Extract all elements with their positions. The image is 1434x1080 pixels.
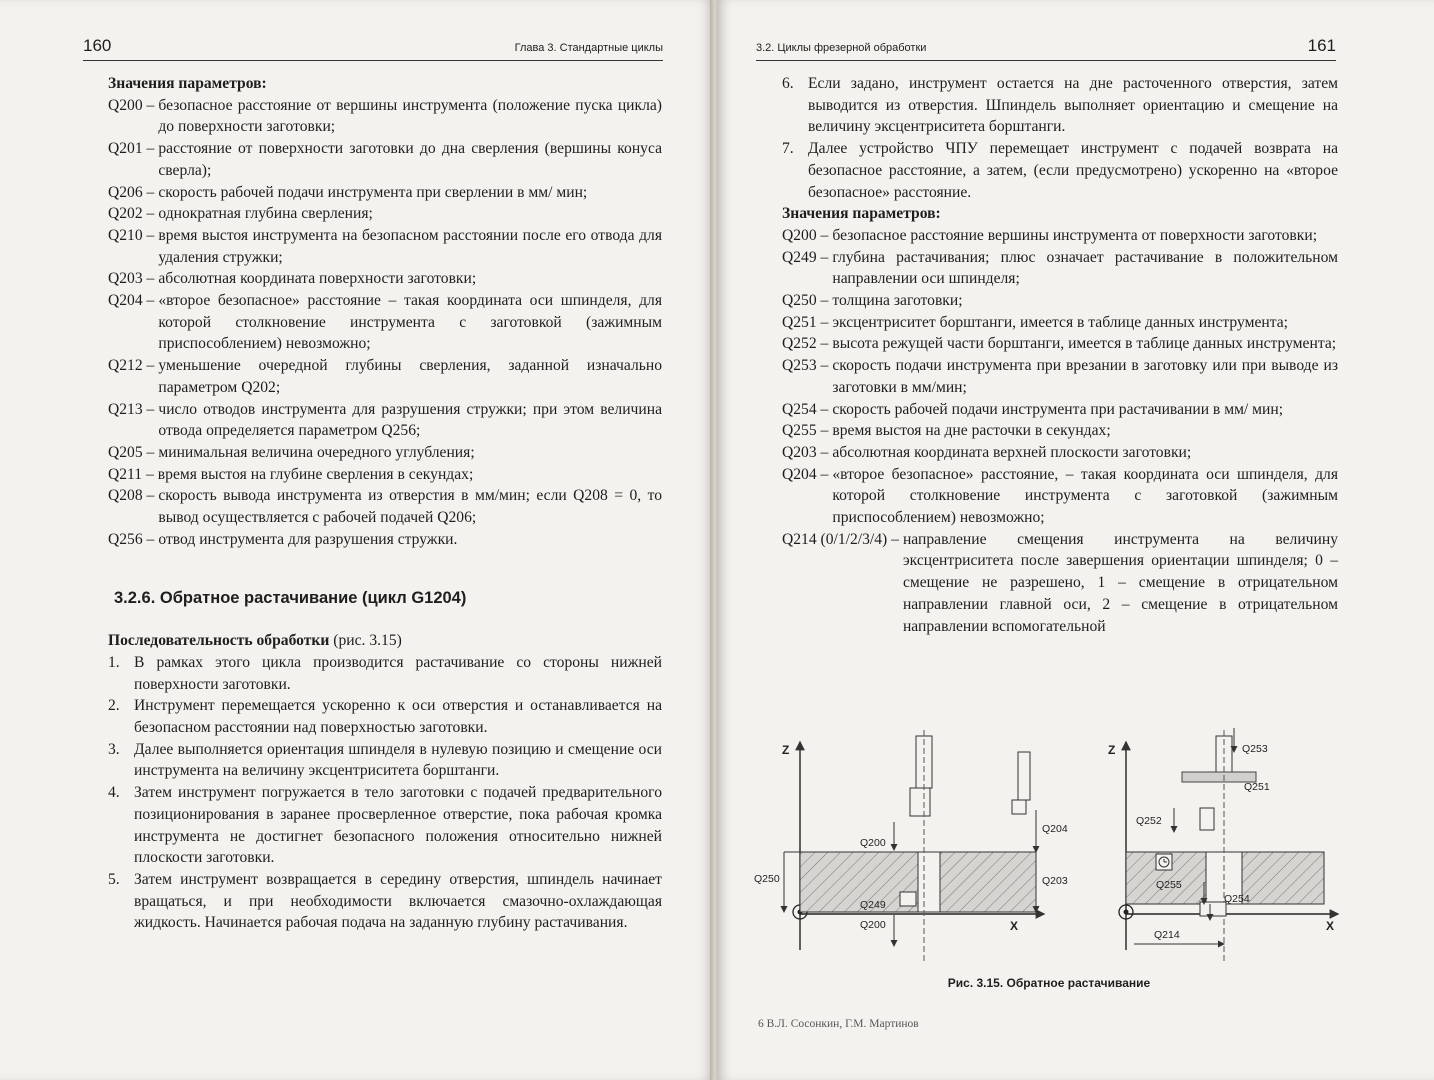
step-item <box>108 652 662 695</box>
param-code: Q203 – <box>108 270 155 288</box>
right-page-number: 161 <box>1307 36 1336 55</box>
left-axis-x: X <box>1010 919 1019 933</box>
param-code: Q254 – <box>782 400 829 418</box>
param-code: Q208 – <box>108 487 155 505</box>
param-row <box>782 312 1338 334</box>
param-row <box>108 442 662 464</box>
param-row <box>782 355 1338 398</box>
left-header <box>83 30 663 61</box>
param-row <box>782 464 1338 529</box>
param-description: безопасное расстояние от вершины инструмента (положение пуска цикла) до поверхности заготовки; <box>158 96 662 136</box>
step-number: 1. <box>108 653 120 671</box>
step-item <box>782 138 1338 203</box>
param-row <box>782 290 1338 312</box>
param-description: абсолютная координата поверхности заготовки; <box>158 270 477 288</box>
step-number: 5. <box>108 870 120 888</box>
label-q250: Q250 <box>754 873 780 885</box>
step-item <box>108 739 662 782</box>
step-text: Затем инструмент погружается в тело заготовки с подачей предварительного позиционирования в заранее просверленное отверстие, пока рабочая кромка инструмента не достигнет безопасного положения относительно нижней плоскости заготовки. <box>134 784 662 867</box>
param-code: Q200 – <box>108 96 155 114</box>
param-row <box>108 182 662 204</box>
figure-3-15 <box>754 722 1344 992</box>
param-code: Q255 – <box>782 422 829 440</box>
param-code: Q212 – <box>108 357 155 375</box>
label-q251: Q251 <box>1244 781 1270 793</box>
param-code: Q204 – <box>108 292 155 310</box>
param-description: время выстоя на глубине сверления в секундах; <box>157 465 474 483</box>
label-q200-top: Q200 <box>860 837 886 849</box>
param-description: отвод инструмента для разрушения стружки. <box>158 530 458 548</box>
param-row <box>108 95 662 138</box>
param-code: Q200 – <box>782 226 829 244</box>
param-row <box>108 464 662 486</box>
right-axis-z: Z <box>1108 743 1116 757</box>
param-row <box>108 268 662 290</box>
right-page <box>718 0 1434 1080</box>
step-text: Далее устройство ЧПУ перемещает инструмент с подачей возврата на безопасное расстояние, а затем, (если предусмотрено) ускоренно на «второе безопасное» расстояние. <box>808 140 1338 201</box>
label-q249: Q249 <box>860 899 886 911</box>
param-code: Q214 (0/1/2/3/4) – <box>782 530 899 548</box>
param-code: Q204 – <box>782 465 829 483</box>
param-row <box>782 399 1338 421</box>
label-q255: Q255 <box>1156 879 1182 891</box>
left-content <box>108 73 662 934</box>
param-description: уменьшение очередной глубины сверления, заданной изначально параметром Q202; <box>158 357 662 396</box>
param-row <box>108 399 662 442</box>
page-footer: 6 В.Л. Сосонкин, Г.М. Мартинов <box>758 1018 919 1030</box>
param-code: Q206 – <box>108 183 155 201</box>
param-row <box>108 485 662 528</box>
sequence-title-bold: Последовательность обработки <box>108 632 330 650</box>
param-description: эксцентриситет борштанги, имеется в таблице данных инструмента; <box>832 313 1288 331</box>
param-code: Q202 – <box>108 205 155 223</box>
step-text: Если задано, инструмент остается на дне расточенного отверстия, затем выводится из отверстия. Шпиндель выполняет ориентацию и смещение на величину эксцентриситета борштанги. <box>808 75 1338 136</box>
param-code: Q210 – <box>108 226 155 244</box>
params-title: Значения параметров: <box>782 205 941 223</box>
right-params-list <box>782 225 1338 637</box>
param-row <box>782 333 1338 355</box>
param-code: Q252 – <box>782 335 829 353</box>
left-page-number: 160 <box>83 36 112 55</box>
param-description: «второе безопасное» расстояние – такая координата оси шпинделя, для которой столкновение инструмента с заготовкой (зажимным приспособлением) невозможно; <box>158 292 662 353</box>
step-text: Затем инструмент возвращается в середину отверстия, шпиндель начинает вращаться, и при необходимости включается смазочно-охлаждающая жидкость. Начинается рабочая подача на заданную глубину растачивания. <box>134 870 662 932</box>
param-row <box>782 247 1338 290</box>
sequence-title-ref: (рис. 3.15) <box>329 632 402 650</box>
label-q253: Q253 <box>1242 743 1268 755</box>
param-row <box>108 138 662 181</box>
step-number: 2. <box>108 697 120 715</box>
label-q204: Q204 <box>1042 823 1068 835</box>
label-q200-bottom: Q200 <box>860 919 886 931</box>
param-code: Q203 – <box>782 443 829 461</box>
step-text: Инструмент перемещается ускоренно к оси отверстия и останавливается на безопасном расстоянии над поверхностью заготовки. <box>134 697 662 736</box>
right-content <box>782 73 1338 637</box>
left-diagram <box>754 730 1068 962</box>
step-number: 7. <box>782 140 794 158</box>
param-description: однократная глубина сверления; <box>158 205 373 223</box>
left-axis-z: Z <box>782 743 790 757</box>
param-description: «второе безопасное» расстояние, – такая координата оси шпинделя, для которой столкновение инструмента с заготовкой (зажимным приспособлением) невозможно; <box>832 465 1338 527</box>
param-description: минимальная величина очередного углубления; <box>158 443 475 461</box>
param-description: глубина растачивания; плюс означает растачивание в положительном направлении оси шпинделя; <box>832 248 1338 288</box>
right-axis-x: X <box>1326 919 1335 933</box>
param-code: Q251 – <box>782 313 829 331</box>
right-diagram <box>1108 728 1338 962</box>
param-row <box>782 529 1338 638</box>
param-code: Q205 – <box>108 443 155 461</box>
label-q214: Q214 <box>1154 929 1180 941</box>
params-title: Значения параметров: <box>108 75 267 92</box>
param-description: скорость вывода инструмента из отверстия в мм/мин; если Q208 = 0, то вывод осуществляется с рабочей подачей Q206; <box>158 487 662 527</box>
step-item <box>108 782 662 869</box>
param-description: направление смещения инструмента на величину эксцентриситета после завершения ориентации шпинделя; 0 – смещение не разрешено, 1 – смещение в отрицательном направлении главной оси, 2 – смещение в отрицательном направлении вспомогательной <box>902 530 1338 635</box>
param-row <box>108 529 662 551</box>
param-description: время выстоя на дне расточки в секундах; <box>832 422 1111 440</box>
param-code: Q213 – <box>108 400 155 418</box>
param-row <box>108 355 662 398</box>
param-description: расстояние от поверхности заготовки до дна сверления (вершины конуса сверла); <box>158 140 662 179</box>
param-row <box>782 225 1338 247</box>
param-description: время выстоя инструмента на безопасном расстоянии после его отвода для удаления стружки; <box>158 226 662 266</box>
left-steps-list <box>108 652 662 934</box>
param-code: Q253 – <box>782 357 829 375</box>
step-number: 6. <box>782 75 794 92</box>
param-description: толщина заготовки; <box>832 292 963 310</box>
step-item <box>108 869 662 934</box>
param-row <box>782 420 1338 442</box>
param-description: число отводов инструмента для разрушения стружки; при этом величина отвода определяется параметром Q256; <box>158 400 662 440</box>
right-running-head: 3.2. Циклы фрезерной обработки <box>756 42 927 54</box>
param-code: Q256 – <box>108 530 155 548</box>
param-row <box>108 225 662 268</box>
label-q203: Q203 <box>1042 875 1068 887</box>
step-text: Далее выполняется ориентация шпинделя в нулевую позицию и смещение оси инструмента на величину эксцентриситета борштанги. <box>134 740 662 780</box>
step-text: В рамках этого цикла производится растачивание со стороны нижней поверхности заготовки. <box>134 653 662 693</box>
param-description: абсолютная координата верхней плоскости заготовки; <box>832 443 1192 461</box>
param-code: Q201 – <box>108 140 155 158</box>
right-header <box>756 30 1336 61</box>
param-description: скорость рабочей подачи инструмента при сверлении в мм/ мин; <box>158 183 588 201</box>
param-row <box>108 290 662 355</box>
param-description: скорость рабочей подачи инструмента при растачивании в мм/ мин; <box>832 400 1284 418</box>
sequence-title <box>108 630 662 652</box>
step-number: 3. <box>108 740 120 758</box>
left-params-list <box>108 95 662 551</box>
param-code: Q211 – <box>108 465 154 483</box>
section-heading: 3.2.6. Обратное растачивание (цикл G1204) <box>114 589 467 608</box>
label-q252: Q252 <box>1136 815 1162 827</box>
step-item <box>782 73 1338 138</box>
param-row <box>782 442 1338 464</box>
left-running-head: Глава 3. Стандартные циклы <box>514 42 663 54</box>
param-description: высота режущей части борштанги, имеется в таблице данных инструмента; <box>832 335 1337 353</box>
label-q254: Q254 <box>1224 893 1250 905</box>
figure-caption: Рис. 3.15. Обратное растачивание <box>947 976 1151 990</box>
param-code: Q249 – <box>782 248 829 266</box>
right-steps-list <box>782 73 1338 203</box>
param-code: Q250 – <box>782 292 829 310</box>
back-boring-diagram <box>754 722 1344 972</box>
param-description: скорость подачи инструмента при врезании в заготовку или при выводе из заготовки в мм/мин; <box>832 357 1338 396</box>
param-row <box>108 203 662 225</box>
step-number: 4. <box>108 784 120 802</box>
param-description: безопасное расстояние вершины инструмента от поверхности заготовки; <box>832 226 1318 244</box>
left-page <box>0 0 712 1080</box>
step-item <box>108 695 662 738</box>
